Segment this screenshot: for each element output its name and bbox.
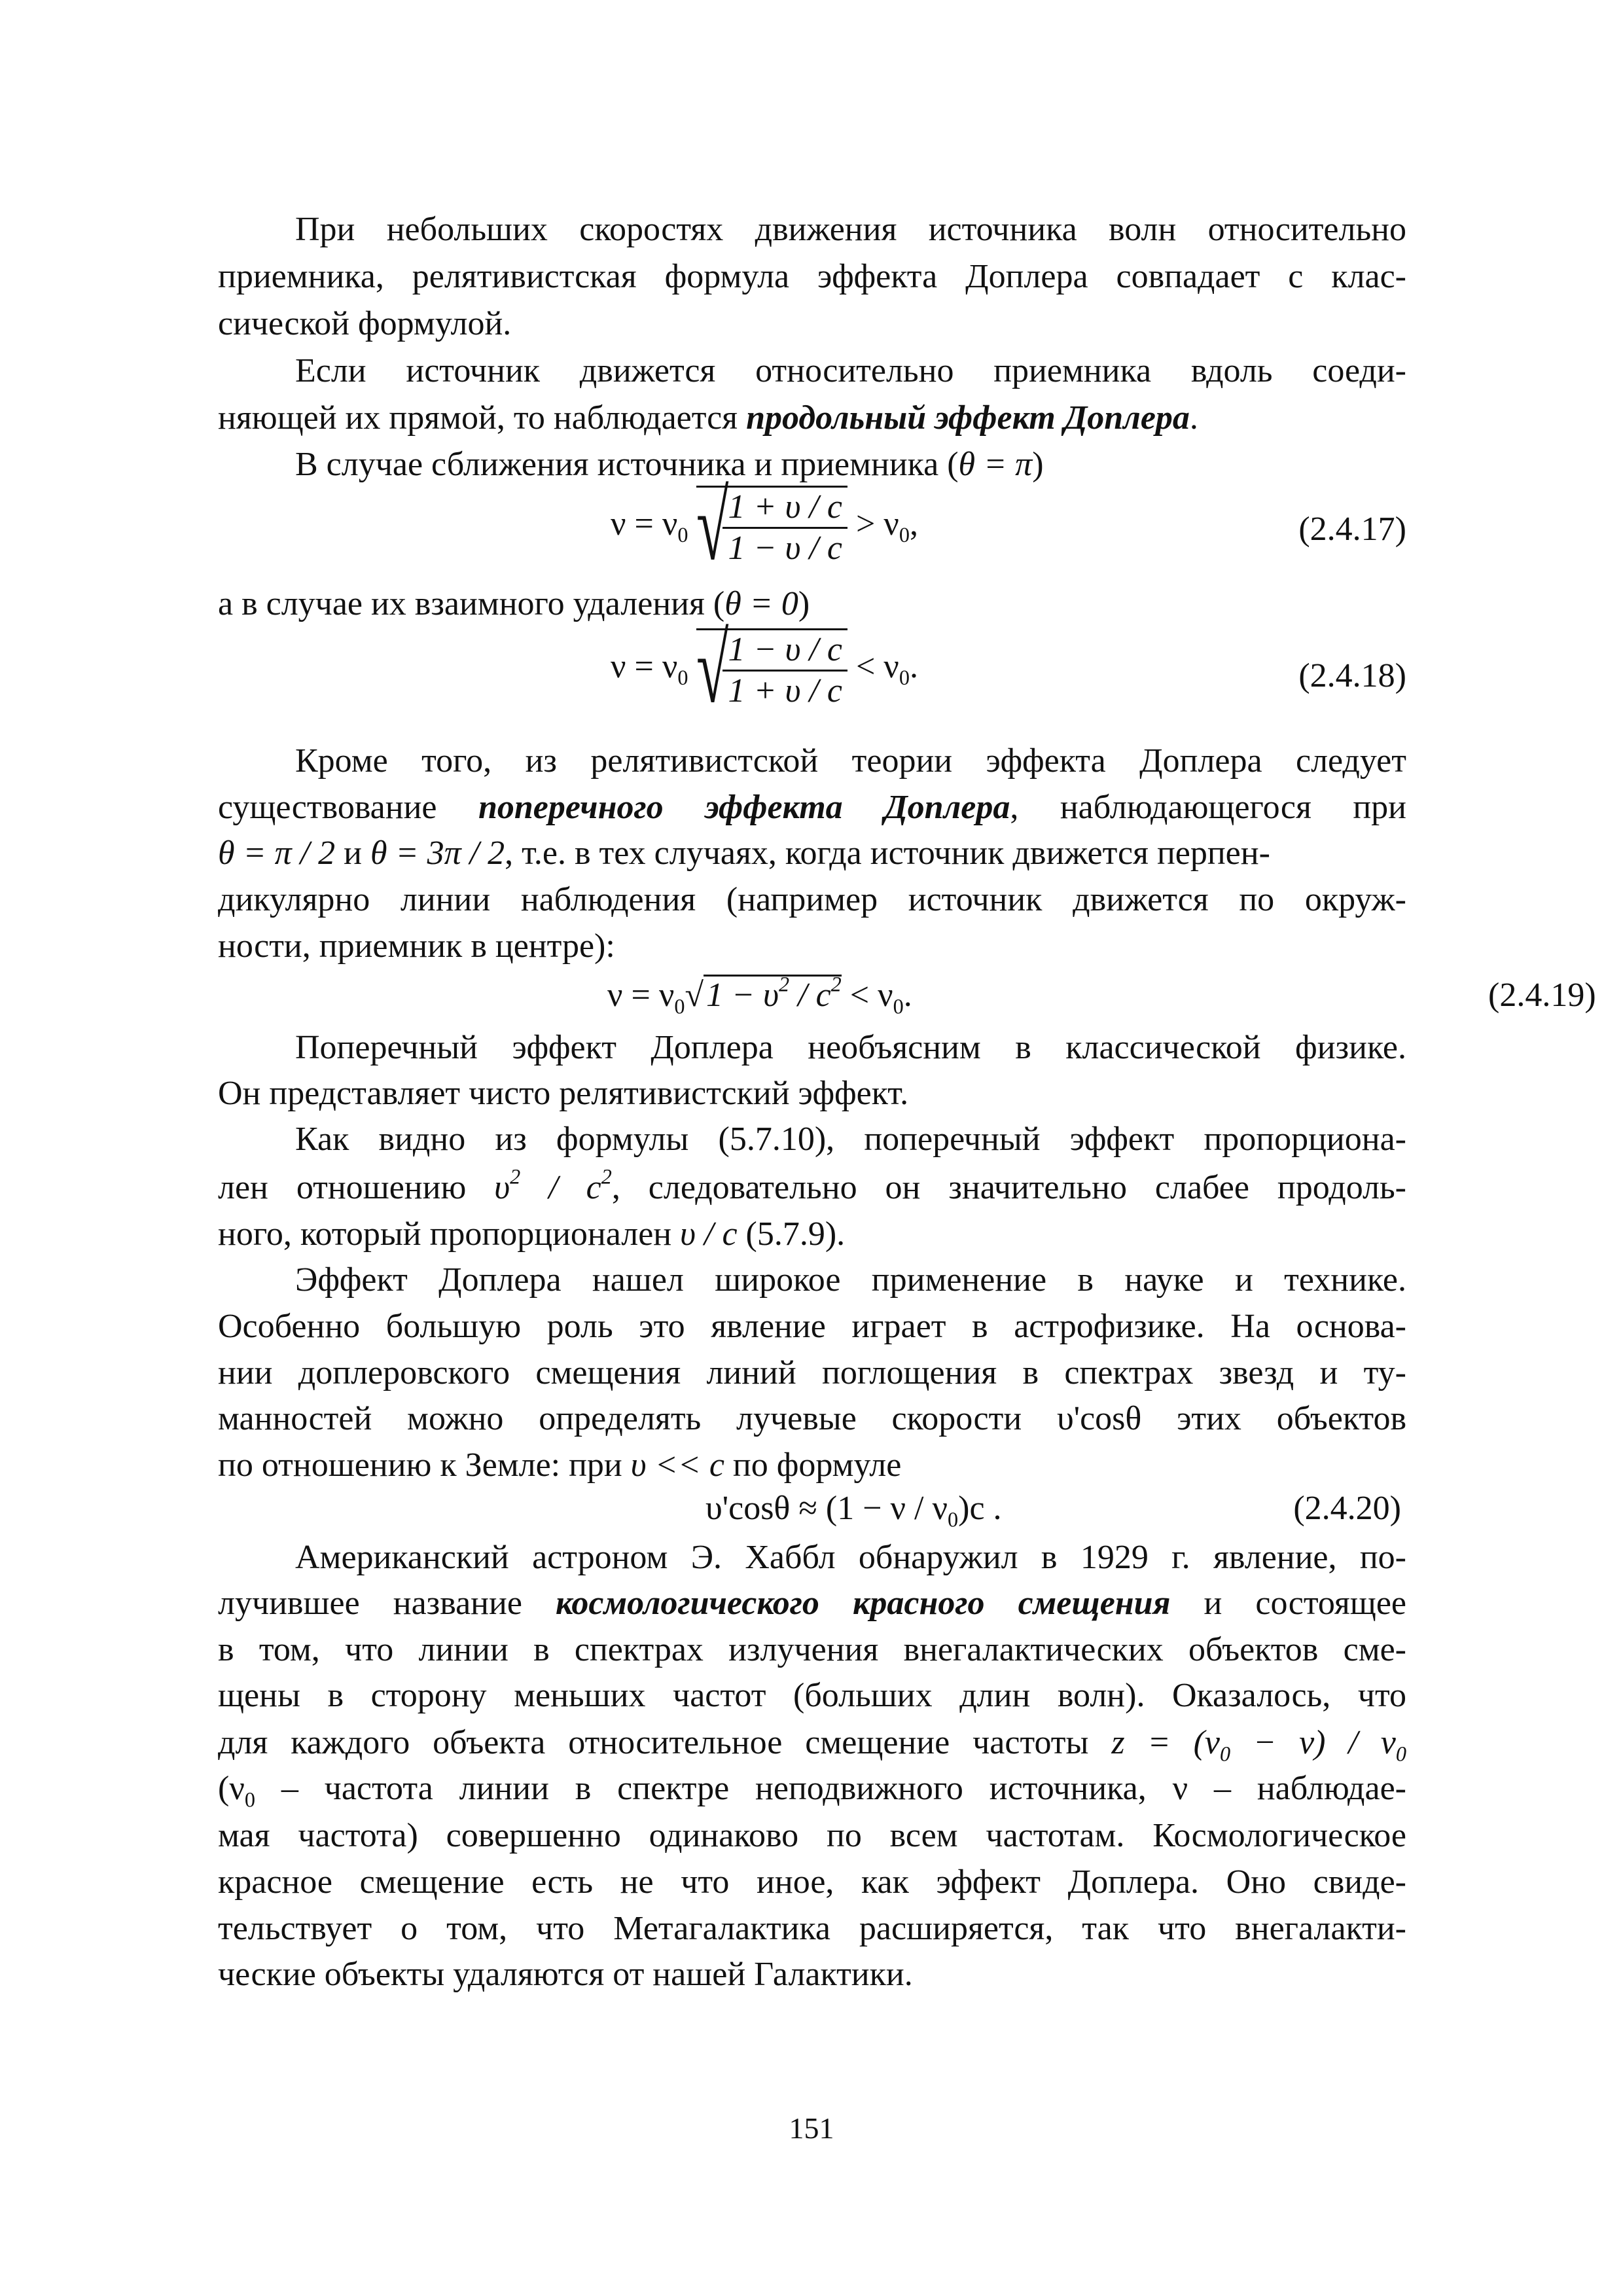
text-span: В случае сближения источника и приемника ( xyxy=(295,446,959,483)
text-line: Особенно большую роль это явление играет в астрофизике. На основа- xyxy=(218,1308,1406,1345)
text-line: Эффект Доплера нашел широкое применение в науке и технике. xyxy=(295,1261,1406,1299)
eq-relation: < ν xyxy=(855,647,899,685)
eq-numerator: 1 + υ / c xyxy=(722,488,847,529)
text-line: Как видно из формулы (5.7.10), поперечный эффект пропорциона- xyxy=(295,1121,1406,1158)
eq-numerator: 1 − υ / c xyxy=(722,630,847,672)
term-transverse-doppler: поперечного эффекта Доплера xyxy=(478,789,1010,826)
text-span: и состоящее xyxy=(1170,1585,1406,1622)
text-span: и xyxy=(335,834,370,872)
text-line xyxy=(218,1213,1406,1256)
page-number: 151 xyxy=(789,2111,834,2145)
eq-relation: < ν xyxy=(841,977,893,1014)
inline-math: υ << c xyxy=(630,1446,724,1484)
text-line: Кроме того, из релятивистской теории эффекта Доплера следует xyxy=(295,742,1406,780)
inline-math: $z = (\nu_0 - \nu) / \nu_0$ xyxy=(1111,1724,1406,1766)
text-line xyxy=(218,832,1406,875)
text-line: ности, приемник в центре): xyxy=(218,927,615,965)
text-line: сической формулой. xyxy=(218,305,512,342)
equation-number: (2.4.17) xyxy=(1298,511,1406,548)
text-span: , следовательно он значительно слабее продоль- xyxy=(611,1169,1407,1206)
text-line: Поперечный эффект Доплера необъясним в классической физике. xyxy=(295,1029,1406,1066)
text-span: , т.е. в тех случаях, когда источник движется перпен- xyxy=(505,834,1270,872)
text-line: мая частота) совершенно одинаково по всем частотам. Космологическое xyxy=(218,1817,1406,1854)
text-line xyxy=(218,1397,1406,1441)
text-line: красное смещение есть не что иное, как эффект Доплера. Оно свиде- xyxy=(218,1863,1406,1901)
term-cosmological-redshift: космологического красного смещения xyxy=(556,1585,1171,1622)
inline-math: θ = π / 2 xyxy=(218,834,336,872)
text-line: При небольших скоростях движения источника волн относительно xyxy=(295,211,1406,248)
inline-math: υ / c xyxy=(680,1215,738,1253)
text-line: приемника, релятивистская формула эффекта Доплера совпадает с клас- xyxy=(218,258,1406,295)
text-line: ческие объекты удаляются от нашей Галактики. xyxy=(218,1956,913,1993)
eq-body: υ'cosθ ≈ (1 − ν / ν xyxy=(705,1490,948,1527)
eq-denominator: 1 + υ / c xyxy=(728,672,842,709)
equation-number: (2.4.20) xyxy=(1293,1490,1401,1527)
eq-radicand-2: / c xyxy=(789,977,831,1014)
inline-math: θ = 0 xyxy=(724,585,798,622)
eq-relation: > ν xyxy=(855,505,899,543)
text-line xyxy=(218,1444,1406,1487)
equation-2-4-19: $\nu = \nu_0√1 - \upsilon^2 / c^2 < \nu_0$. (2.4.19) xyxy=(607,972,1596,1018)
text-line xyxy=(218,1767,1406,1810)
inline-math: ν xyxy=(1172,1770,1188,1807)
text-span: для каждого объекта относительное смещение частоты xyxy=(218,1724,1112,1761)
text-span: – наблюдае- xyxy=(1188,1770,1406,1807)
inline-math: $\upsilon^2 / c^2$ xyxy=(494,1164,612,1206)
eq-denominator: 1 − υ / c xyxy=(728,529,842,567)
text-span: по формуле xyxy=(724,1446,902,1484)
text-span: лен отношению xyxy=(218,1169,495,1206)
text-line xyxy=(218,397,1406,440)
text-span: существование xyxy=(218,789,478,826)
text-line: Если источник движется относительно приемника вдоль соеди- xyxy=(295,352,1406,389)
text-line: Американский астроном Э. Хаббл обнаружил в 1929 г. явление, по- xyxy=(295,1539,1406,1576)
text-line xyxy=(218,786,1406,829)
eq-lhs: ν = ν xyxy=(611,647,678,685)
eq-punct: , xyxy=(909,505,918,543)
text-span: ) xyxy=(798,585,810,622)
equation-2-4-17: $\nu = \nu_0$ √ $\frac{1 + \upsilon / c}{1 - \upsilon / c}$ > $\nu_0$, xyxy=(611,472,918,581)
inline-math: ($\nu_0$ xyxy=(218,1770,255,1812)
text-line xyxy=(295,443,1406,486)
text-line xyxy=(218,1721,1406,1765)
text-span: этих объектов xyxy=(1141,1400,1406,1437)
equation-2-4-18: $\nu = \nu_0$ √ $\frac{1 - \upsilon / c}{1 + \upsilon / c}$ < $\nu_0$. xyxy=(611,615,918,723)
equation-number: (2.4.18) xyxy=(1298,657,1406,694)
eq-radicand: 1 − υ xyxy=(706,977,779,1014)
equation-2-4-20: $\upsilon'\cos\theta \approx (1 - \nu / \nu_0)c$ . xyxy=(705,1490,1002,1532)
text-span: ного, который пропорционален xyxy=(218,1215,681,1253)
text-line: тельствует о том, что Метагалактика расширяется, так что внегалакти- xyxy=(218,1910,1406,1947)
inline-math: θ = 3π / 2 xyxy=(370,834,505,872)
text-span: по отношению к Земле: при xyxy=(218,1446,631,1484)
sqrt: √ $\frac{1 + \upsilon / c}{1 - \upsilon / c}$ xyxy=(696,486,847,568)
term-longitudinal-doppler: продольный эффект Доплера xyxy=(746,399,1190,437)
eq-lhs: ν = ν xyxy=(607,977,675,1014)
text-span: (5.7.9). xyxy=(737,1215,846,1253)
text-span: – частота линии в спектре неподвижного источника, xyxy=(255,1770,1173,1807)
text-span: манностей можно определять лучевые скорости xyxy=(218,1400,1057,1437)
text-line: Он представляет чисто релятивистский эффект. xyxy=(218,1075,909,1112)
eq-punct: . xyxy=(909,647,918,685)
text-line xyxy=(218,1582,1406,1625)
text-span: , наблюдающегося при xyxy=(1010,789,1407,826)
text-span: няющей их прямой, то наблюдается xyxy=(218,399,747,437)
inline-math: θ = π xyxy=(958,446,1033,483)
text-span: лучившее название xyxy=(218,1585,556,1622)
text-line: в том, что линии в спектрах излучения внегалактических объектов сме- xyxy=(218,1631,1406,1668)
text-span: . xyxy=(1189,399,1198,437)
sqrt: √ $\frac{1 - \upsilon / c}{1 + \upsilon / c}$ xyxy=(696,628,847,711)
text-span: ) xyxy=(1032,446,1044,483)
text-line: дикулярно линии наблюдения (например источник движется по окруж- xyxy=(218,881,1406,918)
text-span: а в случае их взаимного удаления ( xyxy=(218,585,725,622)
eq-lhs: ν = ν xyxy=(611,505,678,543)
eq-body-end: )c . xyxy=(958,1490,1002,1527)
text-line xyxy=(218,1166,1406,1210)
text-line: нии доплеровского смещения линий поглощения в спектрах звезд и ту- xyxy=(218,1354,1406,1391)
text-line xyxy=(218,583,1406,626)
eq-punct: . xyxy=(903,977,912,1014)
inline-math: υ'cosθ xyxy=(1056,1400,1142,1437)
text-line: щены в сторону меньших частот (больших длин волн). Оказалось, что xyxy=(218,1677,1406,1714)
